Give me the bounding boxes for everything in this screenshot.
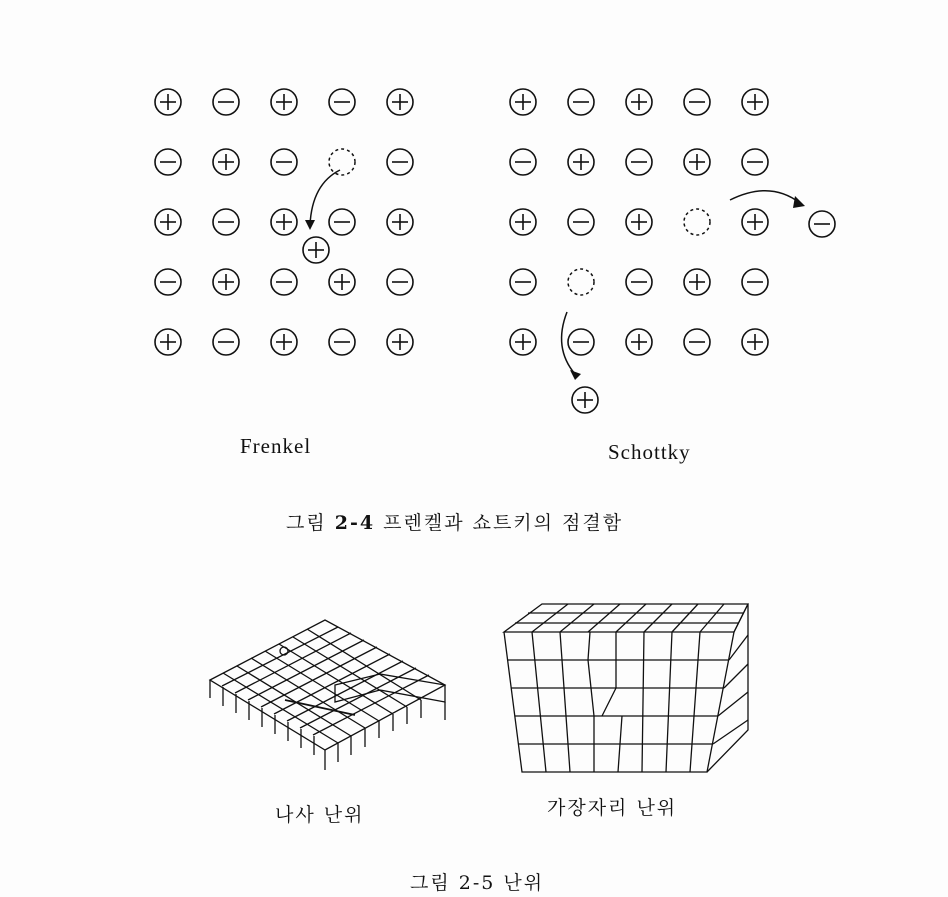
caption-prefix: 그림: [410, 872, 451, 894]
figure-2-4-caption: [286, 508, 623, 535]
caption-prefix: 그림: [286, 512, 327, 534]
caption-number: 2-4: [334, 512, 376, 534]
screw-dislocation-diagram: [205, 610, 455, 775]
cation: [626, 209, 652, 235]
schottky-arrowhead-down: [570, 370, 581, 380]
frenkel-ions: [155, 89, 413, 355]
cation: [271, 89, 297, 115]
screw-dislocation-label: 나사 난위: [275, 804, 365, 826]
cation: [742, 329, 768, 355]
anion: [568, 89, 594, 115]
cation: [684, 149, 710, 175]
cation: [626, 89, 652, 115]
anion: [510, 149, 536, 175]
cation: [271, 329, 297, 355]
cation: [155, 329, 181, 355]
frenkel-lattice: [140, 80, 440, 380]
schottky-ions: [510, 89, 768, 355]
cation: [510, 209, 536, 235]
anion: [626, 269, 652, 295]
anion: [155, 269, 181, 295]
schottky-lattice: [495, 80, 855, 420]
anion: [568, 209, 594, 235]
anion: [626, 149, 652, 175]
frenkel-arrowhead: [305, 220, 315, 230]
cation: [271, 209, 297, 235]
schottky-displaced-anion: [809, 211, 835, 237]
cation: [684, 269, 710, 295]
cation: [387, 209, 413, 235]
anion: [742, 149, 768, 175]
cation: [213, 149, 239, 175]
cation: [742, 209, 768, 235]
frenkel-interstitial-ion: [303, 237, 329, 263]
cation: [510, 329, 536, 355]
anion: [155, 149, 181, 175]
schottky-label: Schottky: [608, 440, 691, 464]
cation: [329, 269, 355, 295]
anion: [387, 149, 413, 175]
anion: [387, 269, 413, 295]
cation: [155, 89, 181, 115]
edge-dislocation-diagram: [502, 600, 752, 780]
caption-text: 프렌켈과 쇼트키의 점결함: [383, 512, 624, 534]
cation: [626, 329, 652, 355]
anion: [568, 329, 594, 355]
caption-number: 2-5: [458, 872, 496, 894]
frenkel-arrow: [310, 170, 340, 225]
cation: [387, 89, 413, 115]
cation: [155, 209, 181, 235]
anion: [684, 89, 710, 115]
vacancy: [568, 269, 594, 295]
cation: [568, 149, 594, 175]
vacancy: [684, 209, 710, 235]
cation: [387, 329, 413, 355]
figure-2-5-caption: [410, 868, 544, 895]
schottky-arrow-right: [730, 191, 800, 203]
anion: [271, 149, 297, 175]
anion: [510, 269, 536, 295]
anion: [213, 329, 239, 355]
edge-dislocation-label: 가장자리 난위: [547, 797, 678, 819]
anion: [329, 329, 355, 355]
cation: [213, 269, 239, 295]
anion: [213, 89, 239, 115]
caption-text: 난위: [503, 872, 545, 894]
schottky-arrowhead-right: [793, 196, 805, 208]
anion: [213, 209, 239, 235]
vacancy: [329, 149, 355, 175]
cation: [742, 89, 768, 115]
anion: [329, 89, 355, 115]
cation: [510, 89, 536, 115]
anion: [684, 329, 710, 355]
schottky-displaced-cation: [572, 387, 598, 413]
anion: [329, 209, 355, 235]
anion: [271, 269, 297, 295]
anion: [742, 269, 768, 295]
frenkel-label: Frenkel: [240, 434, 312, 458]
